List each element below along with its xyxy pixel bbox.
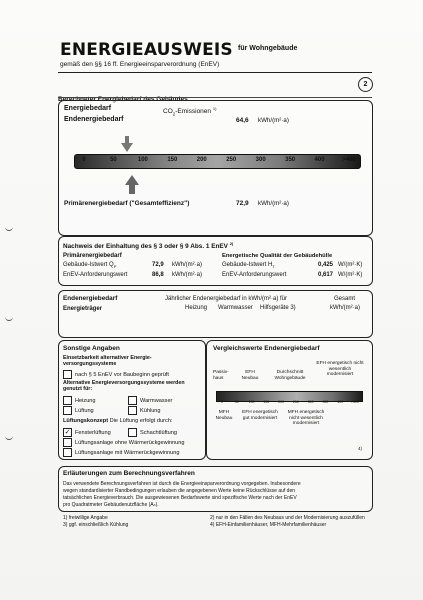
comparison-label-passive: Passiv-haus (213, 370, 229, 381)
scale-tick-label: 50 (110, 157, 117, 163)
requirement-label: EnEV-Anforderungswert (63, 272, 128, 278)
final-energy-value: 64,6 (236, 117, 249, 124)
energy-carrier-label: Energieträger (63, 306, 103, 312)
scale-tick-label: 200 (196, 157, 207, 163)
comparison-tick-label: 300 (307, 400, 314, 404)
hot-water-row: Warmwasser (128, 396, 172, 405)
scale-tick-label: 150 (167, 157, 178, 163)
footnote-1: 1) freiwillige Angabe (63, 515, 108, 521)
comparison-label-mfh-new: MFH Neubau (215, 410, 233, 421)
comparison-tick-label: 0 (221, 400, 223, 404)
actual-value-label: Gebäude-Istwert $Q_P$ (63, 262, 117, 270)
explanation-title: Erläuterungen zum Berechnungsverfahren (63, 470, 195, 477)
scale-tick-label: 0 (82, 157, 86, 163)
energy-scale-ticks (74, 157, 359, 165)
explanation-line-3: tatsächlichen Energieverbrauch. Die ausgewiesenen Bedarfswerte sind spezifische Werte nach der EnEV (63, 495, 297, 501)
final-energy-unit: kWh/(m²·a) (258, 117, 289, 124)
total-unit: kWh/(m²·a) (330, 305, 360, 311)
final-energy-marker-stem (125, 136, 129, 143)
envelope-requirement-label: EnEV-Anforderungswert (222, 272, 287, 278)
heating-column: Heizung (185, 305, 208, 311)
comparison-tick-label: 400 (337, 400, 344, 404)
scale-tick-label: 350 (285, 157, 296, 163)
final-energy-arrow-icon (121, 143, 133, 152)
section-divider (58, 97, 372, 98)
footnote-4: 4) EFH-Einfamilienhäuser, MFH-Mehrfamilienhäuser (210, 522, 327, 528)
total-column: Gesamt (334, 296, 356, 302)
alt-systems-title: Einsetzbarkeit alternativer Energie-versorgungssysteme (63, 355, 152, 367)
compliance-title: Nachweis der Einhaltung des § 3 oder § 9 Abs. 1 EnEV $^{2)}$ (63, 241, 234, 251)
co2-label: $CO_2$-Emissionen $^{1)}$ (163, 106, 217, 117)
envelope-actual-unit: W/(m²·K) (338, 262, 363, 268)
punch-mark (5, 226, 13, 231)
page-number-badge: 2 (358, 77, 373, 92)
cooling-checkbox[interactable] (128, 406, 137, 415)
ventilation-checkbox[interactable] (63, 406, 72, 415)
vent-recovery-row: Lüftungsanlage mit Wärmerückgewinnung (63, 448, 179, 457)
comparison-label-average: Durchschnitt Wohngebäude (274, 370, 306, 381)
comparison-tick-label: 150 (263, 400, 270, 404)
punch-mark (5, 435, 13, 440)
comparison-label-efh-modernized: EFH energetisch gut modernisiert (242, 410, 278, 421)
window-ventilation-checkbox[interactable] (63, 428, 72, 437)
shaft-ventilation-checkbox[interactable] (128, 428, 137, 437)
document-title: ENERGIEAUSWEIS (60, 40, 233, 60)
scale-tick-label: 250 (226, 157, 237, 163)
comparison-tick-label: >400 (351, 400, 359, 404)
primary-demand-heading: Primärenergiebedarf (63, 253, 122, 259)
section-heading-text: Berechneter Energiebedarf des Gebäudes (58, 96, 188, 103)
header-divider (58, 72, 372, 73)
comparison-label-efh-new: EFH Neubau (241, 370, 259, 381)
primary-energy-arrow-icon (125, 175, 139, 185)
hot-water-column: Warmwasser (218, 305, 253, 311)
other-info-title: Sonstige Angaben (63, 345, 120, 352)
envelope-heading: Energetische Qualität der Gebäudehülle (222, 253, 333, 259)
vent-no-recovery-row: Lüftungsanlage ohne Wärmerückgewinnung (63, 438, 184, 447)
punch-mark (5, 316, 13, 321)
alt-checked-row: nach § 5 EnEV vor Baubeginn geprüft (63, 370, 169, 379)
final-energy-label: Endenergiebedarf (64, 116, 124, 123)
scale-tick-label: >400 (342, 157, 356, 163)
section-heading (58, 88, 372, 103)
alt-used-title: Alternative Energieversorgungssysteme werden genutzt für: (63, 380, 185, 392)
envelope-requirement-unit: W/(m²·K) (338, 272, 363, 278)
energy-demand-label: Energiebedarf (64, 105, 112, 112)
actual-unit: kWh/(m²·a) (172, 262, 202, 268)
actual-value: 72,9 (152, 262, 164, 268)
hot-water-checkbox[interactable] (128, 396, 137, 405)
auxiliary-column: Hilfsgeräte 3) (260, 305, 296, 311)
heating-row: Heizung (63, 396, 96, 405)
comparison-tick-label: 200 (278, 400, 285, 404)
ventilation-row: Lüftung (63, 406, 94, 415)
alt-checked-checkbox[interactable] (63, 370, 72, 379)
comparison-title: Vergleichswerte Endenergiebedarf (213, 345, 320, 352)
heating-checkbox[interactable] (63, 396, 72, 405)
primary-energy-value: 72,9 (236, 200, 249, 207)
comparison-label-mfh-old: MFH energetisch nicht wesentlich modernisiert (287, 410, 325, 426)
document-subtitle: für Wohngebäude (238, 45, 298, 52)
cooling-row: Kühlung (128, 406, 161, 415)
final-energy-box-title: Endenergiebedarf (63, 295, 118, 302)
vent-no-recovery-checkbox[interactable] (63, 438, 72, 447)
ventilation-concept: Lüftungskonzept Die Lüftung erfolgt durch: (63, 418, 173, 424)
explanation-line-4: pro Quadratmeter Gebäudenutzfläche (Aₙ). (63, 502, 159, 508)
envelope-requirement-value: 0,617 (318, 272, 334, 278)
legal-basis: gemäß den §§ 16 ff. Energieeinsparverordnung (EnEV) (60, 61, 220, 68)
vent-recovery-checkbox[interactable] (63, 448, 72, 457)
explanation-line-2: wegen standardisierter Randbedingungen erlauben die angegebenen Werte keine Rückschlüsse auf den (63, 488, 296, 494)
footnote-2: 2) nur in den Fällen des Neubaus und der Modernisierung auszufüllen (210, 515, 365, 521)
comparison-tick-label: 250 (292, 400, 299, 404)
requirement-unit: kWh/(m²·a) (172, 272, 202, 278)
primary-energy-unit: kWh/(m²·a) (258, 200, 289, 207)
scale-tick-label: 100 (137, 157, 148, 163)
footnote-3: 3) ggf. einschließlich Kühlung (63, 522, 129, 528)
comparison-label-efh-old: EFH energetisch nicht wesentlich modernisiert (316, 361, 364, 377)
comparison-tick-label: 350 (322, 400, 329, 404)
scale-tick-label: 300 (255, 157, 266, 163)
comparison-tick-label: 50 (234, 400, 239, 404)
requirement-value: 86,8 (152, 272, 164, 278)
explanation-line-1: Das verwendete Berechnungsverfahren ist durch die Energieeinsparverordnung vorgegeben. Insbesondere (63, 481, 301, 487)
envelope-actual-label: Gebäude-Istwert $H_T$ (222, 262, 275, 270)
comparison-scale-ticks (216, 400, 361, 406)
window-ventilation-row: ✓Fensterlüftung (63, 428, 111, 437)
annual-demand-heading: Jährlicher Endenergiebedarf in kWh/(m²·a) für (165, 296, 288, 302)
shaft-ventilation-row: Schachtlüftung (128, 428, 177, 437)
primary-energy-label: Primärenergiebedarf ("Gesamteffizienz") (64, 200, 190, 207)
comparison-footnote: 4) (358, 446, 363, 451)
scale-tick-label: 400 (314, 157, 325, 163)
comparison-tick-label: 100 (248, 400, 255, 404)
envelope-actual-value: 0,425 (318, 262, 334, 268)
primary-energy-marker-stem (129, 185, 135, 194)
